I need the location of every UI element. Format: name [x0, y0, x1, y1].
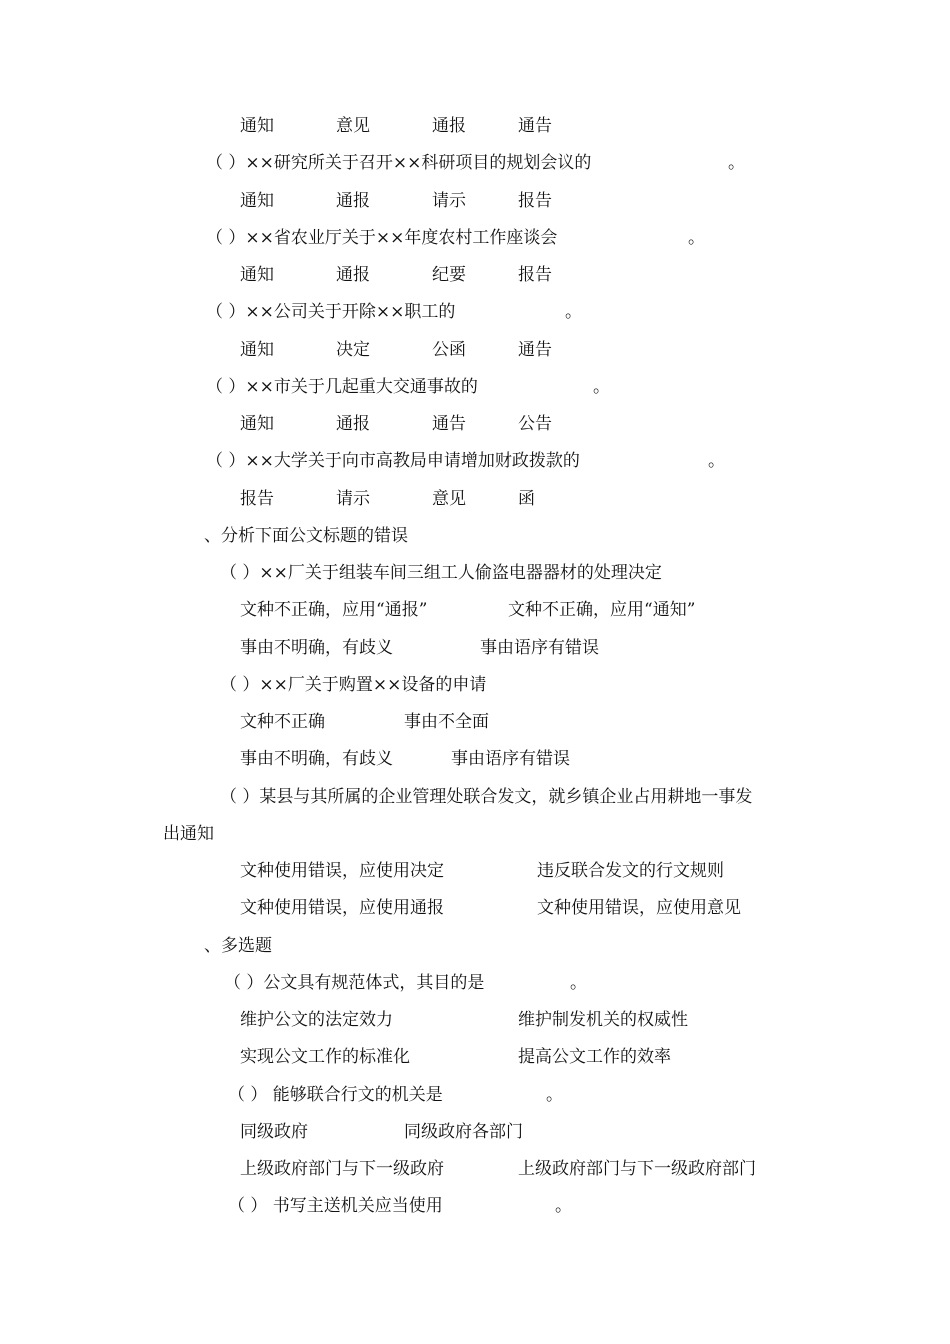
doc-line-3-segment-3: 请示: [432, 191, 466, 211]
doc-line-7-segment-1: 通知: [240, 340, 274, 360]
doc-line-2-segment-1: （ ）××研究所关于召开××科研项目的规划会议的: [206, 153, 592, 173]
doc-line-17-segment-1: 文种不正确: [240, 712, 325, 732]
doc-line-3-segment-1: 通知: [240, 191, 274, 211]
doc-line-6-segment-1: （ ）××公司关于开除××职工的: [206, 302, 456, 322]
doc-line-15-segment-2: 事由语序有错误: [480, 638, 599, 658]
doc-line-21-segment-2: 违反联合发文的行文规则: [537, 861, 724, 881]
doc-line-8-segment-2: 。: [593, 377, 610, 397]
doc-line-28-segment-2: 同级政府各部门: [404, 1122, 523, 1142]
doc-line-11-segment-4: 函: [518, 489, 535, 509]
doc-line-18-segment-2: 事由语序有错误: [451, 749, 570, 769]
doc-line-25-segment-2: 维护制发机关的权威性: [518, 1010, 688, 1030]
doc-line-13-segment-1: （ ）××厂关于组装车间三组工人偷盗电器器材的处理决定: [220, 563, 662, 583]
doc-line-6-segment-2: 。: [565, 302, 582, 322]
doc-line-8-segment-1: （ ）××市关于几起重大交通事故的: [206, 377, 478, 397]
doc-line-7-segment-3: 公函: [432, 340, 466, 360]
doc-line-18-segment-1: 事由不明确，有歧义: [240, 749, 393, 769]
doc-line-22-segment-2: 文种使用错误，应使用意见: [537, 898, 741, 918]
doc-line-7-segment-2: 决定: [336, 340, 370, 360]
doc-line-26-segment-1: 实现公文工作的标准化: [240, 1047, 410, 1067]
doc-line-5-segment-2: 通报: [336, 265, 370, 285]
doc-line-27-segment-2: 。: [546, 1085, 563, 1105]
doc-line-27-segment-1: （ ） 能够联合行文的机关是: [228, 1085, 443, 1105]
doc-line-29-segment-1: 上级政府部门与下一级政府: [240, 1159, 444, 1179]
doc-line-4-segment-1: （ ）××省农业厅关于××年度农村工作座谈会: [206, 228, 558, 248]
doc-line-3-segment-2: 通报: [336, 191, 370, 211]
doc-line-14-segment-2: 文种不正确，应用“通知”: [508, 600, 696, 620]
doc-line-5-segment-3: 纪要: [432, 265, 466, 285]
doc-line-30-segment-2: 。: [555, 1196, 572, 1216]
doc-line-17-segment-2: 事由不全面: [404, 712, 489, 732]
doc-line-28-segment-1: 同级政府: [240, 1122, 308, 1142]
doc-line-26-segment-2: 提高公文工作的效率: [518, 1047, 671, 1067]
doc-line-10-segment-1: （ ）××大学关于向市高教局申请增加财政拨款的: [206, 451, 580, 471]
doc-line-23-segment-1: 、多选题: [204, 936, 272, 956]
doc-line-25-segment-1: 维护公文的法定效力: [240, 1010, 393, 1030]
doc-line-9-segment-1: 通知: [240, 414, 274, 434]
doc-line-14-segment-1: 文种不正确，应用“通报”: [240, 600, 428, 620]
doc-line-5-segment-1: 通知: [240, 265, 274, 285]
doc-line-9-segment-2: 通报: [336, 414, 370, 434]
doc-line-9-segment-4: 公告: [518, 414, 552, 434]
doc-line-20-segment-1: 出通知: [163, 824, 214, 844]
doc-line-10-segment-2: 。: [708, 451, 725, 471]
doc-line-24-segment-2: 。: [570, 973, 587, 993]
doc-line-5-segment-4: 报告: [518, 265, 552, 285]
doc-line-22-segment-1: 文种使用错误，应使用通报: [240, 898, 444, 918]
doc-line-1-segment-1: 通知: [240, 116, 274, 136]
doc-line-11-segment-1: 报告: [240, 489, 274, 509]
doc-line-1-segment-4: 通告: [518, 116, 552, 136]
doc-line-24-segment-1: （ ）公文具有规范体式，其目的是: [224, 973, 485, 993]
doc-line-1-segment-2: 意见: [336, 116, 370, 136]
doc-line-2-segment-2: 。: [728, 153, 745, 173]
doc-line-4-segment-2: 。: [688, 228, 705, 248]
doc-line-1-segment-3: 通报: [432, 116, 466, 136]
doc-line-11-segment-3: 意见: [432, 489, 466, 509]
doc-line-9-segment-3: 通告: [432, 414, 466, 434]
doc-line-19-segment-1: （ ）某县与其所属的企业管理处联合发文，就乡镇企业占用耕地一事发: [220, 787, 753, 807]
doc-line-3-segment-4: 报告: [518, 191, 552, 211]
doc-line-11-segment-2: 请示: [336, 489, 370, 509]
doc-line-21-segment-1: 文种使用错误，应使用决定: [240, 861, 444, 881]
doc-line-29-segment-2: 上级政府部门与下一级政府部门: [518, 1159, 756, 1179]
doc-line-15-segment-1: 事由不明确，有歧义: [240, 638, 393, 658]
doc-line-7-segment-4: 通告: [518, 340, 552, 360]
doc-line-30-segment-1: （ ） 书写主送机关应当使用: [228, 1196, 443, 1216]
doc-line-12-segment-1: 、分析下面公文标题的错误: [204, 526, 408, 546]
doc-line-16-segment-1: （ ）××厂关于购置××设备的申请: [220, 675, 487, 695]
